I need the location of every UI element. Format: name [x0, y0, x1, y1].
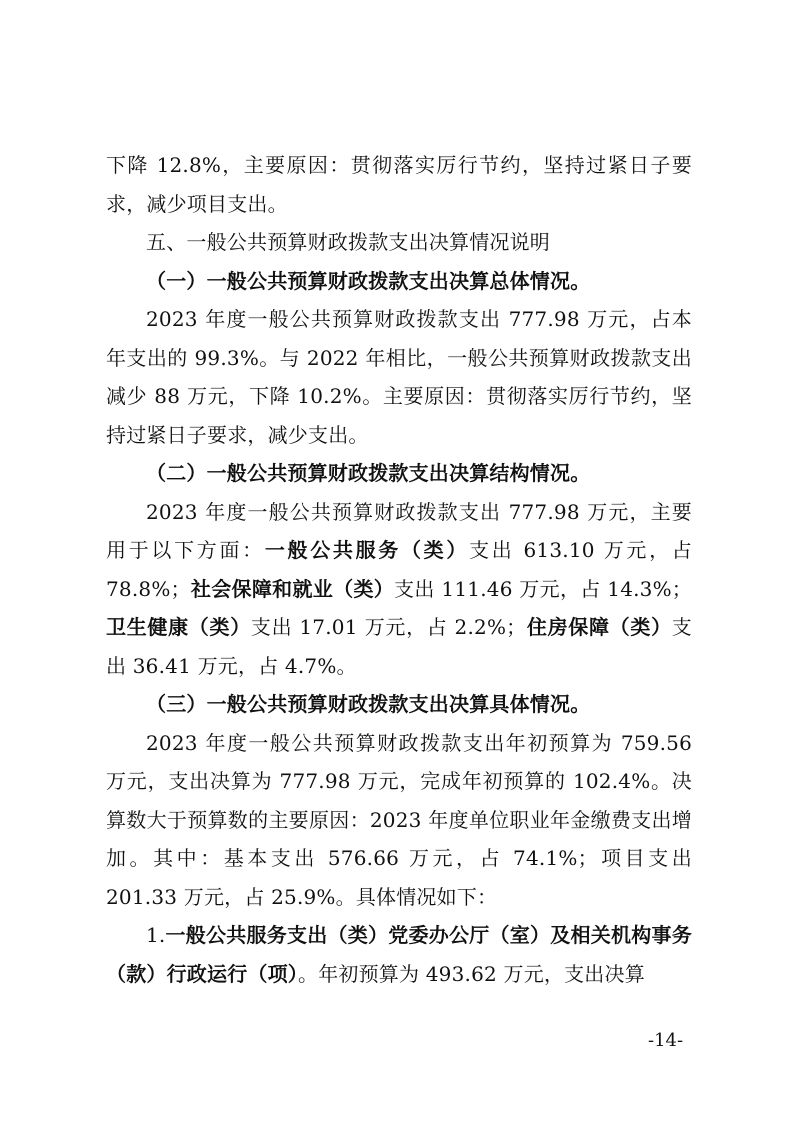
item-number: 1.	[146, 923, 166, 947]
paragraph-continued: 下降 12.8%，主要原因：贯彻落实厉行节约，坚持过紧日子要求，减少项目支出。	[106, 153, 692, 216]
structure-text-2: 支出 613.10 万元，占 78.8%；	[106, 538, 692, 601]
paragraph-item-1	[106, 916, 692, 993]
paragraph-details: 2023 年度一般公共预算财政拨款支出年初预算为 759.56 万元，支出决算为 777.98 万元，完成年初预算的 102.4%。决算数大于预算数的主要原因：2023 年度单位职业年金缴费支出增加。其中：基本支出 576.66 万元，占 74.1%；项目支出 201.33 万元，占 25.9%。具体情况如下：	[106, 730, 692, 909]
page-number: -14-	[648, 1030, 684, 1051]
subheading-details: （三）一般公共预算财政拨款支出决算具体情况。	[146, 692, 591, 716]
section-heading-five: 五、一般公共预算财政拨款支出决算情况说明	[146, 230, 550, 254]
category-social-security: 社会保障和就业（类）	[190, 576, 395, 601]
subheading-structure: （二）一般公共预算财政拨款支出决算结构情况。	[146, 461, 591, 485]
structure-text-5: 支出 36.41 万元，占 4.7%。	[106, 615, 692, 678]
structure-text-4: 支出 17.01 万元，占 2.2%；	[250, 615, 527, 639]
category-housing: 住房保障（类）	[526, 615, 672, 639]
structure-text-1: 2023 年度一般公共预算财政拨款支出 777.98 万元，主要用于以下方面：	[106, 499, 692, 562]
document-body	[106, 146, 692, 993]
item-1-text: 。年初预算为 493.62 万元，支出决算	[298, 961, 645, 986]
subheading-overall: （一）一般公共预算财政拨款支出决算总体情况。	[146, 268, 591, 293]
paragraph-overall: 2023 年度一般公共预算财政拨款支出 777.98 万元，占本年支出的 99.3%。与 2022 年相比，一般公共预算财政拨款支出减少 88 万元，下降 10.2%。主要原因：贯彻落实厉行节约，坚持过紧日子要求，减少支出。	[106, 307, 692, 447]
item-1-title: 一般公共服务支出（类）党委办公厅（室）及相关机构事务（款）行政运行（项）	[106, 923, 692, 986]
paragraph-structure	[106, 493, 692, 686]
category-health: 卫生健康（类）	[106, 615, 251, 639]
structure-text-3: 支出 111.46 万元，占 14.3%；	[394, 576, 693, 601]
category-general-public-services: 一般公共服务（类）	[264, 538, 470, 562]
